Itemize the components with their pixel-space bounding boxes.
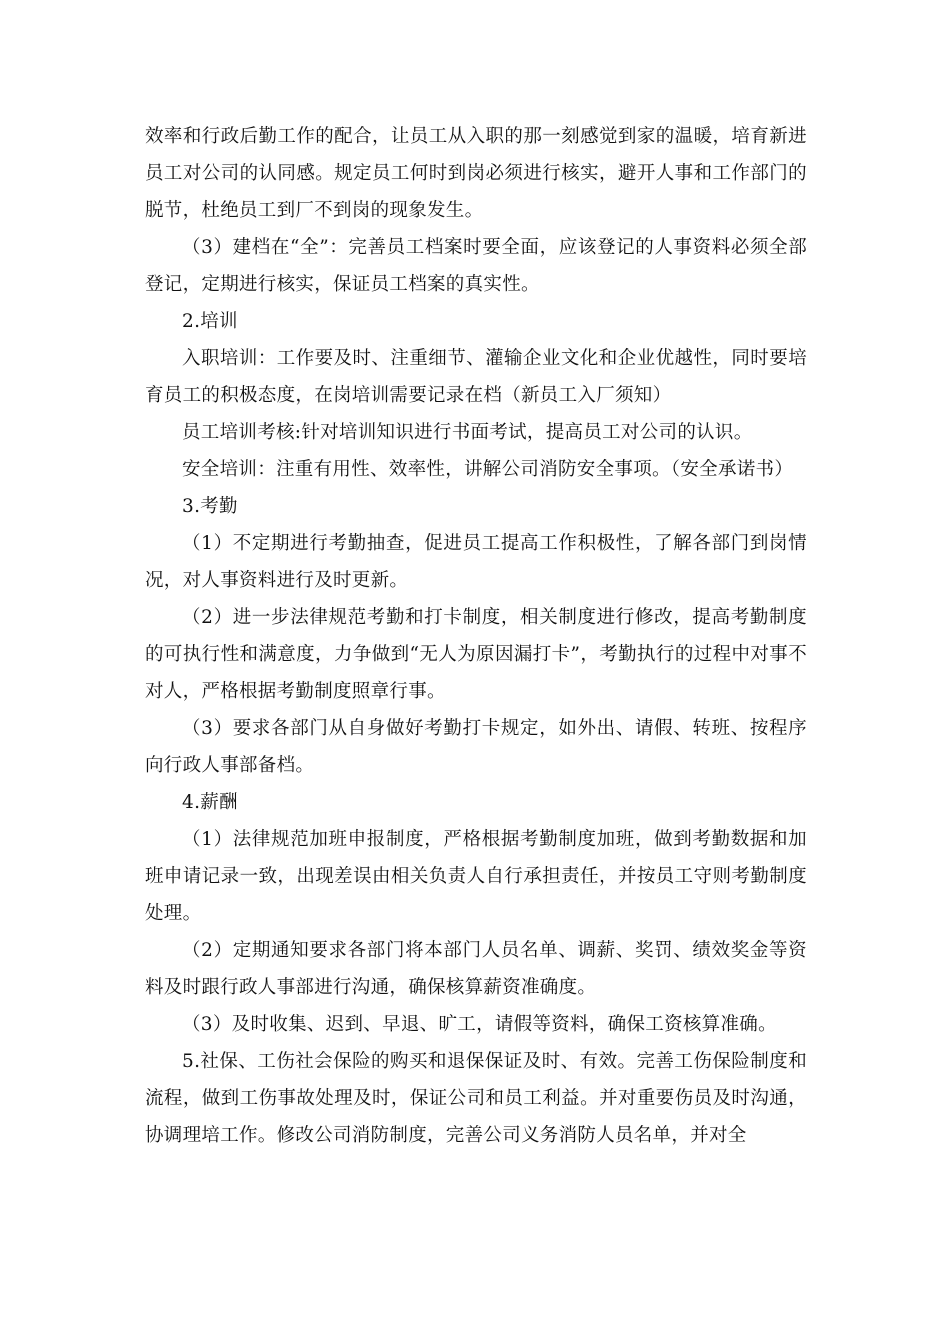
document-body [145,118,807,1154]
heading-compensation: 4.薪酬 [182,792,238,813]
paragraph-attendance-item-1: （1）不定期进行考勤抽查，促进员工提高工作积极性，了解各部门到岗情况，对人事资料进行及时更新。 [145,533,807,591]
paragraph-compensation-item-2: （2）定期通知要求各部门将本部门人员名单、调薪、奖罚、绩效奖金等资料及时跟行政人事部进行沟通，确保核算薪资准确度。 [145,940,807,998]
paragraph-social-insurance: 5.社保、工伤社会保险的购买和退保保证及时、有效。完善工伤保险制度和流程，做到工伤事故处理及时，保证公司和员工利益。并对重要伤员及时沟通，协调理培工作。修改公司消防制度，完善公司义务消防人员名单，并对全 [145,1051,807,1146]
paragraph-compensation-item-1: （1）法律规范加班申报制度，严格根据考勤制度加班，做到考勤数据和加班申请记录一致，出现差误由相关负责人自行承担责任，并按员工守则考勤制度处理。 [145,829,807,924]
heading-attendance: 3.考勤 [182,496,238,517]
paragraph-attendance-item-2: （2）进一步法律规范考勤和打卡制度，相关制度进行修改，提高考勤制度的可执行性和满意度，力争做到“无人为原因漏打卡”，考勤执行的过程中对事不对人，严格根据考勤制度照章行事。 [145,607,807,702]
paragraph-archive-item-3: （3）建档在“全”：完善员工档案时要全面，应该登记的人事资料必须全部登记，定期进行核实，保证员工档案的真实性。 [145,237,807,295]
paragraph-attendance-item-3: （3）要求各部门从自身做好考勤打卡规定，如外出、请假、转班、按程序向行政人事部备档。 [145,718,807,776]
paragraph-onboarding-training: 入职培训：工作要及时、注重细节、灌输企业文化和企业优越性，同时要培育员工的积极态度，在岗培训需要记录在档（新员工入厂须知） [145,348,807,406]
paragraph-safety-training: 安全培训：注重有用性、效率性，讲解公司消防安全事项。（安全承诺书） [182,459,794,480]
paragraph-training-assessment: 员工培训考核:针对培训知识进行书面考试，提高员工对公司的认识。 [182,422,753,443]
paragraph-continuation: 效率和行政后勤工作的配合，让员工从入职的那一刻感觉到家的温暖，培育新进员工对公司的认同感。规定员工何时到岗必须进行核实，避开人事和工作部门的脱节，杜绝员工到厂不到岗的现象发生。 [145,126,807,221]
heading-training: 2.培训 [182,311,238,332]
paragraph-compensation-item-3: （3）及时收集、迟到、早退、旷工，请假等资料，确保工资核算准确。 [182,1014,777,1035]
